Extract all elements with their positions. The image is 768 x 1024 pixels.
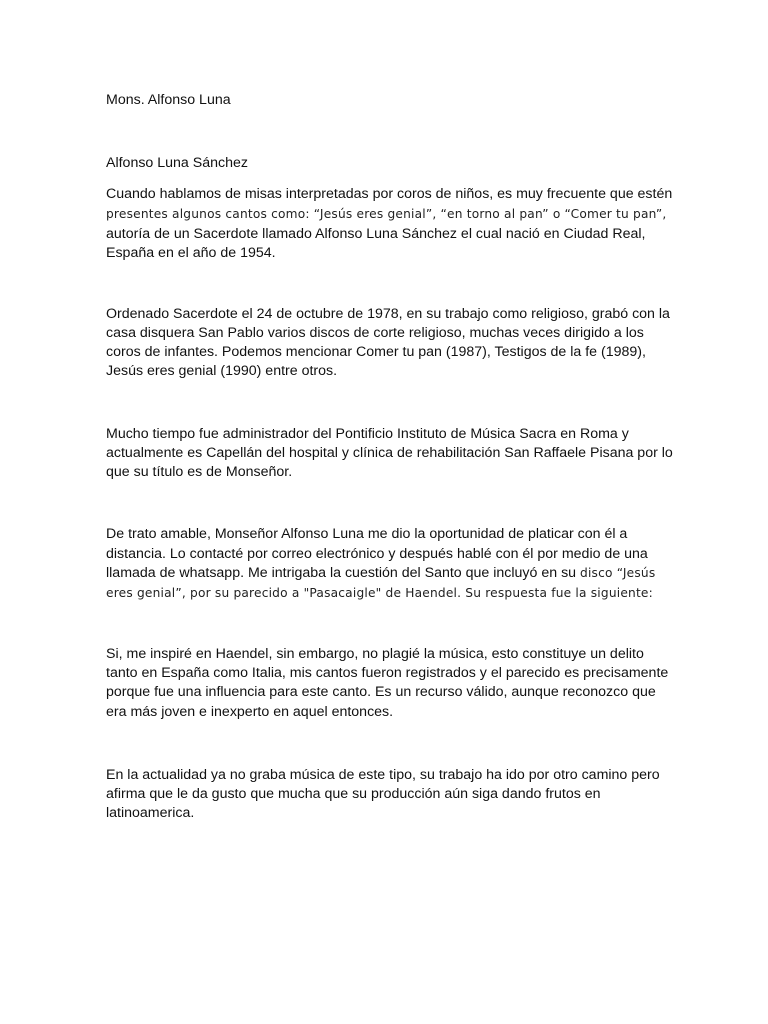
paragraph-1-line-4: España en el año de 1954.: [106, 245, 276, 261]
paragraph-4-line-1: De trato amable, Monseñor Alfonso Luna me dio la oportunidad de platicar con él a: [106, 526, 628, 542]
paragraph-6-line-2: afirma que le da gusto que mucha que su producción aún siga dando frutos en: [106, 786, 601, 802]
paragraph-2-line-4: Jesús eres genial (1990) entre otros.: [106, 363, 338, 379]
paragraph-6-line-1: En la actualidad ya no graba música de este tipo, su trabajo ha ido por otro camino pero: [106, 767, 660, 783]
paragraph-1-line-1: Cuando hablamos de misas interpretadas por coros de niños, es muy frecuente que estén: [106, 186, 673, 202]
paragraph-4-line-3: [106, 564, 655, 583]
paragraph-4-line-3-text: llamada de whatsapp. Me intrigaba la cuestión del Santo que incluyó en su: [106, 565, 581, 581]
paragraph-3-line-2: actualmente es Capellán del hospital y clínica de rehabilitación San Raffaele Pisana por lo: [106, 445, 673, 461]
paragraph-5-line-4: era más joven e inexperto en aquel entonces.: [106, 704, 394, 720]
document-subheading: Alfonso Luna Sánchez: [106, 155, 248, 171]
document-heading: Mons. Alfonso Luna: [106, 92, 231, 108]
paragraph-3-line-3: que su título es de Monseñor.: [106, 464, 293, 480]
paragraph-1-line-2: presentes algunos cantos como: “Jesús eres genial”, “en torno al pan” o “Comer tu pan”,: [106, 207, 667, 221]
paragraph-2-line-2: casa disquera San Pablo varios discos de corte religioso, muchas veces dirigido a los: [106, 325, 644, 341]
paragraph-3-line-1: Mucho tiempo fue administrador del Pontificio Instituto de Música Sacra en Roma y: [106, 426, 629, 442]
paragraph-5-line-3: porque fue una influencia para este canto. Es un recurso válido, aunque reconozco que: [106, 684, 656, 700]
paragraph-2-line-3: coros de infantes. Podemos mencionar Comer tu pan (1987), Testigos de la fe (1989),: [106, 344, 646, 360]
paragraph-4-line-2: distancia. Lo contacté por correo electrónico y después hablé con él por medio de una: [106, 546, 648, 562]
paragraph-6-line-3: latinoamerica.: [106, 805, 195, 821]
paragraph-2-line-1: Ordenado Sacerdote el 24 de octubre de 1978, en su trabajo como religioso, grabó con la: [106, 306, 670, 322]
paragraph-5-line-1: Si, me inspiré en Haendel, sin embargo, no plagié la música, esto constituye un delito: [106, 646, 644, 662]
paragraph-5-line-2: tanto en España como Italia, mis cantos fueron registrados y el parecido es precisamente: [106, 665, 669, 681]
paragraph-4-line-3-quote: disco “Jesús: [580, 566, 656, 580]
paragraph-4-line-4: eres genial”, por su parecido a "Pasacaigle" de Haendel. Su respuesta fue la siguiente:: [106, 586, 653, 600]
paragraph-1-line-3: autoría de un Sacerdote llamado Alfonso Luna Sánchez el cual nació en Ciudad Real,: [106, 226, 646, 242]
